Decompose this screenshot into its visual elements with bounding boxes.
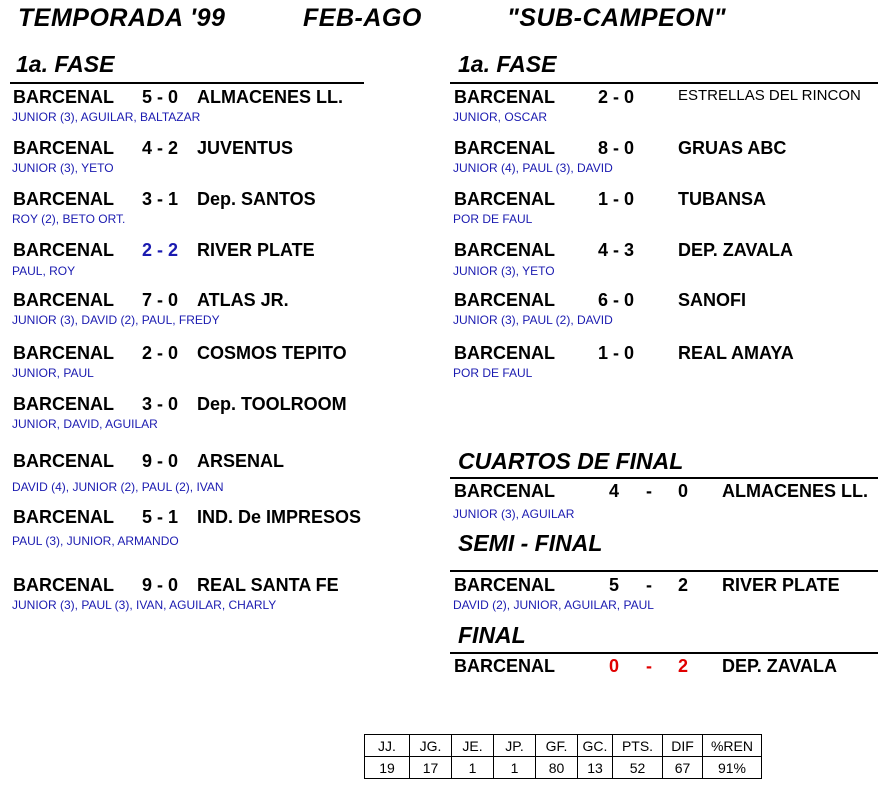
- semi-goals-for: 5: [609, 575, 620, 595]
- stats-header-cell: DIF: [663, 735, 703, 757]
- match-score: 4 - 3: [598, 240, 635, 260]
- match-score: 8 - 0: [598, 138, 635, 158]
- match-scorers: PAUL (3), JUNIOR, ARMANDO: [12, 534, 179, 548]
- left-phase-rule: [10, 82, 364, 84]
- match-scorers: JUNIOR (3), YETO: [453, 264, 555, 278]
- semi-team: BARCENAL: [454, 575, 555, 595]
- result-title: "SUB-CAMPEON": [507, 4, 727, 32]
- match-score: 6 - 0: [598, 290, 635, 310]
- match-team: BARCENAL: [454, 138, 555, 158]
- match-team: BARCENAL: [13, 240, 114, 260]
- final-rule: [450, 652, 878, 654]
- final-title: FINAL: [458, 622, 526, 648]
- match-scorers: DAVID (4), JUNIOR (2), PAUL (2), IVAN: [12, 480, 224, 494]
- quarter-goals-against: 0: [678, 481, 689, 501]
- stats-header-cell: JP.: [494, 735, 536, 757]
- quarter-final-rule: [450, 477, 878, 479]
- quarter-goals-for: 4: [609, 481, 620, 501]
- match-team: BARCENAL: [13, 87, 114, 107]
- match-scorers: PAUL, ROY: [12, 264, 76, 278]
- match-team: BARCENAL: [454, 240, 555, 260]
- match-team: BARCENAL: [13, 290, 114, 310]
- final-goals-for: 0: [609, 656, 620, 676]
- match-rival: JUVENTUS: [197, 138, 294, 158]
- match-scorers: JUNIOR (3), PAUL (2), DAVID: [453, 313, 613, 327]
- match-score: 9 - 0: [142, 451, 179, 471]
- match-team: BARCENAL: [13, 343, 114, 363]
- match-score: 9 - 0: [142, 575, 179, 595]
- stats-header-cell: JE.: [452, 735, 494, 757]
- season-stats-table: [364, 734, 762, 779]
- quarter-final-title: CUARTOS DE FINAL: [458, 448, 684, 474]
- semi-final-rule: [450, 570, 878, 572]
- right-phase-title: 1a. FASE: [458, 51, 557, 77]
- match-score: 5 - 1: [142, 507, 179, 527]
- semi-goals-against: 2: [678, 575, 689, 595]
- final-goals-against: 2: [678, 656, 689, 676]
- match-rival: Dep. TOOLROOM: [197, 394, 347, 414]
- match-scorers: JUNIOR, PAUL: [12, 366, 94, 380]
- season-title: TEMPORADA '99: [18, 4, 226, 32]
- match-rival: ATLAS JR.: [197, 290, 289, 310]
- match-rival: DEP. ZAVALA: [678, 240, 794, 260]
- match-team: BARCENAL: [13, 507, 114, 527]
- match-team: BARCENAL: [454, 343, 555, 363]
- right-phase-rule: [450, 82, 878, 84]
- match-team: BARCENAL: [13, 394, 114, 414]
- final-dash: -: [646, 656, 652, 676]
- match-score: 1 - 0: [598, 343, 635, 363]
- match-score: 5 - 0: [142, 87, 179, 107]
- match-rival: ARSENAL: [197, 451, 285, 471]
- match-rival: REAL AMAYA: [678, 343, 794, 363]
- match-score: 2 - 0: [142, 343, 179, 363]
- match-rival: RIVER PLATE: [197, 240, 315, 260]
- quarter-team: BARCENAL: [454, 481, 555, 501]
- stats-value-cell: 13: [578, 757, 613, 779]
- stats-value-cell: 17: [410, 757, 452, 779]
- semi-scorers: DAVID (2), JUNIOR, AGUILAR, PAUL: [453, 598, 654, 612]
- match-score: 3 - 1: [142, 189, 179, 209]
- match-rival: GRUAS ABC: [678, 138, 787, 158]
- semi-dash: -: [646, 575, 652, 595]
- stats-header-row: [365, 735, 762, 757]
- semi-rival: RIVER PLATE: [722, 575, 840, 595]
- match-team: BARCENAL: [13, 575, 114, 595]
- stats-value-cell: 91%: [703, 757, 762, 779]
- match-scorers: JUNIOR (3), AGUILAR, BALTAZAR: [12, 110, 201, 124]
- stats-header-cell: JJ.: [365, 735, 410, 757]
- match-team: BARCENAL: [454, 87, 555, 107]
- left-phase-title: 1a. FASE: [16, 51, 115, 77]
- match-rival: Dep. SANTOS: [197, 189, 316, 209]
- stats-value-cell: 19: [365, 757, 410, 779]
- stats-header-cell: JG.: [410, 735, 452, 757]
- match-score: 7 - 0: [142, 290, 179, 310]
- match-scorers: JUNIOR (4), PAUL (3), DAVID: [453, 161, 613, 175]
- match-rival: ESTRELLAS DEL RINCON: [678, 87, 861, 104]
- match-score: 2 - 2: [142, 240, 179, 260]
- stats-header-cell: PTS.: [613, 735, 663, 757]
- match-rival: REAL SANTA FE: [197, 575, 339, 595]
- final-team: BARCENAL: [454, 656, 555, 676]
- quarter-rival: ALMACENES LL.: [722, 481, 868, 501]
- match-scorers: JUNIOR, OSCAR: [453, 110, 548, 124]
- stats-value-cell: 80: [536, 757, 578, 779]
- match-rival: COSMOS TEPITO: [197, 343, 347, 363]
- match-scorers: JUNIOR, DAVID, AGUILAR: [12, 417, 158, 431]
- stats-value-cell: 52: [613, 757, 663, 779]
- match-scorers: JUNIOR (3), DAVID (2), PAUL, FREDY: [12, 313, 220, 327]
- match-scorers: JUNIOR (3), YETO: [12, 161, 114, 175]
- match-team: BARCENAL: [13, 138, 114, 158]
- match-team: BARCENAL: [13, 189, 114, 209]
- match-rival: SANOFI: [678, 290, 747, 310]
- match-team: BARCENAL: [13, 451, 114, 471]
- match-score: 1 - 0: [598, 189, 635, 209]
- match-scorers: POR DE FAUL: [453, 366, 533, 380]
- match-rival: TUBANSA: [678, 189, 766, 209]
- stats-header-cell: GC.: [578, 735, 613, 757]
- match-scorers: ROY (2), BETO ORT.: [12, 212, 126, 226]
- match-rival: IND. De IMPRESOS: [197, 507, 362, 527]
- period-title: FEB-AGO: [303, 4, 422, 32]
- quarter-scorers: JUNIOR (3), AGUILAR: [453, 507, 575, 521]
- quarter-dash: -: [646, 481, 652, 501]
- match-score: 3 - 0: [142, 394, 179, 414]
- semi-final-title: SEMI - FINAL: [458, 530, 603, 556]
- stats-value-cell: 1: [452, 757, 494, 779]
- match-rival: ALMACENES LL.: [197, 87, 343, 107]
- match-scorers: JUNIOR (3), PAUL (3), IVAN, AGUILAR, CHARLY: [12, 598, 277, 612]
- match-score: 2 - 0: [598, 87, 635, 107]
- stats-header-cell: GF.: [536, 735, 578, 757]
- match-team: BARCENAL: [454, 189, 555, 209]
- match-scorers: POR DE FAUL: [453, 212, 533, 226]
- stats-value-cell: 1: [494, 757, 536, 779]
- match-team: BARCENAL: [454, 290, 555, 310]
- match-score: 4 - 2: [142, 138, 179, 158]
- stats-header-cell: %REN: [703, 735, 762, 757]
- stats-value-row: [365, 757, 762, 779]
- final-rival: DEP. ZAVALA: [722, 656, 838, 676]
- stats-value-cell: 67: [663, 757, 703, 779]
